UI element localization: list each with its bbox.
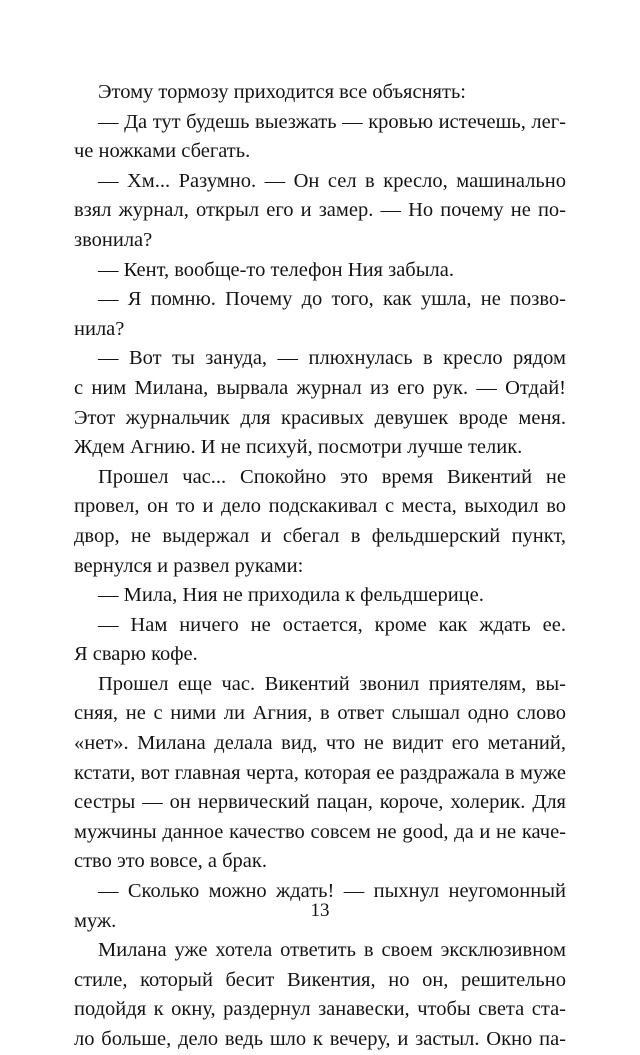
text-line: вернулся и развел руками: <box>74 554 304 577</box>
text-line: взял журнал, открыл его и замер. — Но почему не по- <box>74 199 566 222</box>
text-line: «нет». Милана делала вид, что не видит его метаний, <box>74 732 566 755</box>
text-line: с ним Милана, вырвала журнал из его рук. — Отдай! <box>74 376 566 399</box>
text-line: нила? <box>74 317 125 340</box>
text-line: мужчины данное качество совсем не good, да и не каче- <box>74 820 566 843</box>
text-line: Милана уже хотела ответить в своем эксклюзивном <box>98 939 566 962</box>
text-line: подойдя к окну, раздернул занавески, чтобы света ста- <box>74 998 566 1021</box>
text-line: Этот журнальчик для красивых девушек вроде меня. <box>74 406 566 429</box>
text-line: стиле, который бесит Викентия, но он, решительно <box>74 968 566 991</box>
text-line: Я сварю кофе. <box>74 643 198 666</box>
text-line: звонила? <box>74 228 153 251</box>
text-line: — Кент, вообще-то телефон Ния забыла. <box>98 258 454 281</box>
page-number: 13 <box>310 900 330 921</box>
text-line: че ножками сбегать. <box>74 140 251 163</box>
text-line: Прошел еще час. Викентий звонил приятелям, вы- <box>98 672 566 695</box>
text-line: муж. <box>74 909 117 932</box>
text-line: ство это вовсе, а брак. <box>74 850 267 873</box>
text-line: — Мила, Ния не приходила к фельдшерице. <box>98 584 484 607</box>
text-line: кстати, вот главная черта, которая ее раздражала в муже <box>74 761 566 784</box>
text-line: сняя, не с ними ли Агния, в ответ слышал одно слово <box>74 702 566 725</box>
text-line: двор, не выдержал и сбегал в фельдшерский пункт, <box>74 524 566 547</box>
text-line: Ждем Агнию. И не психуй, посмотри лучше телик. <box>74 436 523 459</box>
text-line: провел, он то и дело подскакивал с места, выходил во <box>74 495 566 518</box>
text-line: ло больше, дело ведь шло к вечеру, и застыл. Окно па- <box>74 1028 566 1050</box>
text-line: сестры — он нервический пацан, короче, холерик. Для <box>74 791 566 814</box>
text-line: — Сколько можно ждать! — пыхнул неугомонный <box>98 880 566 903</box>
text-line: — Да тут будешь выезжать — кровью истечешь, лег- <box>98 110 566 133</box>
text-line: Этому тормозу приходится все объяснять: <box>98 81 466 103</box>
text-line: — Я помню. Почему до того, как ушла, не позво- <box>98 288 566 311</box>
text-line: Прошел час... Спокойно это время Викентий не <box>98 465 566 488</box>
text-line: — Нам ничего не остается, кроме как ждать ее. <box>98 613 566 636</box>
text-line: — Хм... Разумно. — Он сел в кресло, машинально <box>98 169 566 192</box>
text-line: — Вот ты зануда, — плюхнулась в кресло рядом <box>98 347 566 370</box>
